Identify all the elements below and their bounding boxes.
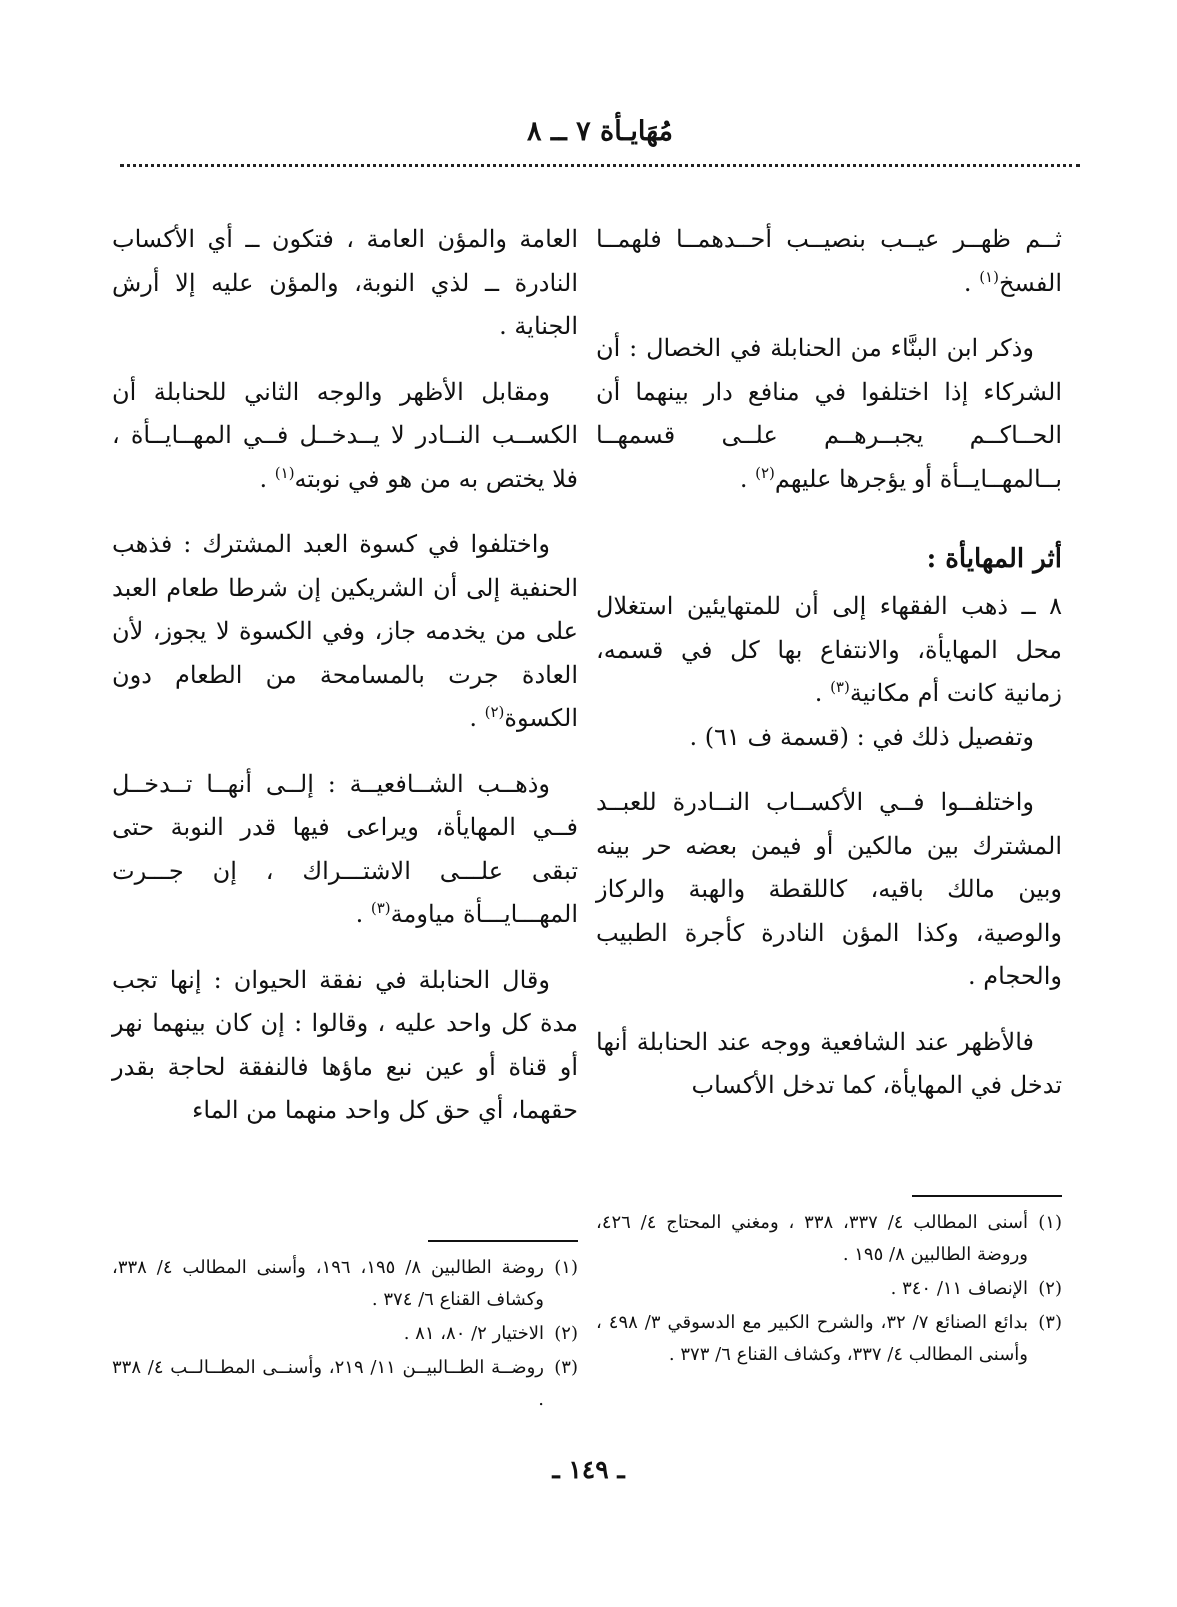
footnotes-left [112,1240,578,1418]
footnote-item [596,1307,1062,1371]
paragraph [112,371,578,502]
footnote-text: الاختيار ٢/ ٨٠، ٨١ . [403,1323,544,1344]
footnote-number: (٣) [554,1357,578,1378]
footnote-ref: (١) [274,463,295,482]
footnote-text: روضــة الطــالبيــن ١١/ ٢١٩، وأسنــى المطــالــب ٤/ ٣٣٨ . [112,1357,544,1410]
paragraph: العامة والمؤن العامة ، فتكون ــ أي الأكساب النادرة ــ لذي النوبة، والمؤن عليه إلا أرش الجناية . [112,225,578,340]
paragraph-text: وذهــب الشــافعيــة : إلــى أنهــا تــدخــل فــي المهايأة، ويراعى فيها قدر النوبة حتى تبقى علـــى الاشتـــراك ، إن جـــرت المهـــايـــأة مياومة [112,769,578,928]
footnote-text: روضة الطالبين ٨/ ١٩٥، ١٩٦، وأسنى المطالب ٤/ ٣٣٨، وكشاف القناع ٦/ ٣٧٤ . [112,1257,544,1310]
paragraph-text: ومقابل الأظهر والوجه الثاني للحنابلة أن الكســب النــادر لا يــدخــل فــي المهــايــأة ، فلا يختص به من هو في نوبته [112,377,578,493]
footnote-text: بدائع الصنائع ٧/ ٣٢، والشرح الكبير مع الدسوقي ٣/ ٤٩٨ ، وأسنى المطالب ٤/ ٣٣٧، وكشاف القناع ٦/ ٣٧٣ . [596,1312,1028,1365]
footnote-item [112,1352,578,1416]
paragraph: وتفصيل ذلك في : (قسمة ف ٦١) . [689,722,1034,751]
footnote-separator [912,1195,1062,1197]
paragraph: فالأظهر عند الشافعية ووجه عند الحنابلة أنها تدخل في المهايأة، كما تدخل الأكساب [596,1027,1062,1099]
right-column [596,218,1062,1130]
footnote-ref: (٢) [484,703,505,721]
paragraph: وقال الحنابلة في نفقة الحيوان : إنها تجب مدة كل واحد عليه ، وقالوا : إن كان بينهما نهر أو قناة أو عين نبع ماؤها فالنفقة لحاجة بقدر حقهما، أي حق كل واحد منهما من الماء [112,965,579,1124]
paragraph-text: ثــم ظهــر عيــب بنصيــب أحــدهمــا فلهمــا الفسخ [596,225,1062,297]
footnote-number: (٢) [554,1323,578,1344]
paragraph-end: . [355,900,371,928]
paragraph-end: . [259,464,275,493]
paragraph-end: . [469,704,485,732]
paragraph-end: . [814,679,831,707]
footnote-ref: (٢) [755,463,775,482]
paragraph [596,585,1062,716]
paragraph [596,218,1062,305]
page-header-title: مُهَايـأة ٧ ــ ٨ [527,116,673,147]
footnote-item [112,1318,578,1350]
footnote-number: (١) [554,1257,578,1278]
paragraph [596,327,1062,501]
paragraph [112,763,578,937]
paragraph [112,523,578,741]
paragraph-text: ٨ ــ ذهب الفقهاء إلى أن للمتهايئين استغلال محل المهايأة، والانتفاع بها كل في قسمه، زمانية كانت أم مكانية [596,592,1062,707]
footnote-ref: (٣) [830,678,850,696]
footnote-ref: (١) [979,267,999,286]
footnote-ref: (٣) [370,899,391,917]
footnote-text: الإنصاف ١١/ ٣٤٠ . [890,1278,1028,1299]
footnote-number: (٢) [1038,1278,1062,1299]
footnote-number: (٣) [1038,1312,1062,1333]
footnote-number: (١) [1038,1212,1062,1233]
page-number: ـ ١٤٩ ـ [552,1455,625,1484]
paragraph: واختلفــوا فــي الأكســاب النــادرة للعبــد المشترك بين مالكين أو فيمن بعضه حر بينه وبين مالك باقيه، كاللقطة والهبة والركاز والوصية، وكذا المؤن النادرة كأجرة الطبيب والحجام . [596,788,1062,990]
footnote-separator [428,1240,578,1242]
footnote-text: أسنى المطالب ٤/ ٣٣٧، ٣٣٨ ، ومغني المحتاج ٤/ ٤٢٦، وروضة الطالبين ٨/ ١٩٥ . [596,1212,1028,1265]
paragraph-end: . [739,464,756,493]
paragraph-text: وذكر ابن البنَّاء من الحنابلة في الخصال : أن الشركاء إذا اختلفوا في منافع دار بينهما أن الحــاكــم يجبــرهــم علــى قسمهــا بــالمهــايــأة أو يؤجرها عليهم [596,334,1062,493]
section-heading: أثر المهايأة : [926,544,1062,574]
left-column [112,218,578,1155]
paragraph-end: . [963,268,980,297]
footnotes-right [596,1195,1062,1373]
footnote-item [596,1273,1062,1305]
paragraph-text: واختلفوا في كسوة العبد المشترك : فذهب الحنفية إلى أن الشريكين إن شرطا طعام العبد على من يخدمه جاز، وفي الكسوة لا يجوز، لأن العادة جرت بالمسامحة من الطعام دون الكسوة [112,530,578,732]
header-dotted-rule [120,164,1080,167]
footnote-item [596,1207,1062,1271]
footnote-item [112,1252,578,1316]
